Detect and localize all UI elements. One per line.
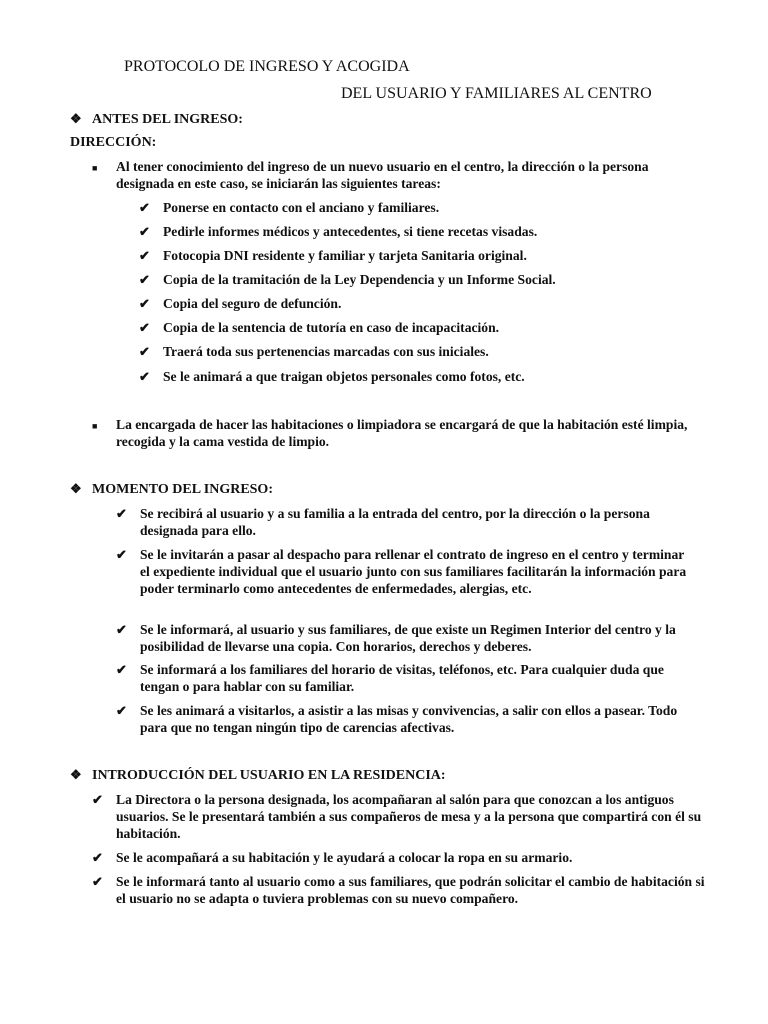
checkmark-icon: ✔ (139, 344, 150, 359)
checkmark-icon: ✔ (92, 850, 103, 865)
checkmark-icon: ✔ (116, 506, 127, 521)
list-item (116, 622, 696, 656)
checkmark-icon: ✔ (139, 224, 150, 239)
item-text: Pedirle informes médicos y antecedentes, si tiene recetas visadas. (163, 224, 538, 239)
item-text: Se le animará a que traigan objetos personales como fotos, etc. (163, 369, 525, 384)
checkmark-icon: ✔ (139, 296, 150, 311)
title-line-1: PROTOCOLO DE INGRESO Y ACOGIDA (124, 58, 410, 75)
list-item (116, 547, 696, 597)
checkmark-icon: ✔ (139, 248, 150, 263)
item-text: Copia de la tramitación de la Ley Dependencia y un Informe Social. (163, 272, 556, 287)
list-item (92, 159, 696, 193)
list-item (92, 850, 706, 867)
list-item (139, 224, 703, 241)
square-bullet-icon: ■ (92, 421, 98, 431)
title-line-2: DEL USUARIO Y FAMILIARES AL CENTRO (341, 85, 652, 102)
list-item (139, 320, 703, 337)
item-text: Copia del seguro de defunción. (163, 296, 342, 311)
checkmark-icon: ✔ (139, 200, 150, 215)
item-text: Traerá toda sus pertenencias marcadas con sus iniciales. (163, 344, 489, 359)
section-heading-antes (70, 111, 243, 128)
section-heading-text: INTRODUCCIÓN DEL USUARIO EN LA RESIDENCIA: (92, 768, 446, 783)
section-heading-text: ANTES DEL INGRESO: (92, 112, 243, 127)
checkmark-icon: ✔ (116, 547, 127, 562)
item-text: Se le informará tanto al usuario como a sus familiares, que podrán solicitar el cambio de habitación si el usuario no se adapta o tuviera problemas con su nuevo compañero. (116, 874, 705, 906)
item-text: Se les animará a visitarlos, a asistir a las misas y convivencias, a salir con ellos a pasear. Todo para que no tengan ningún tipo de carencias afectivas. (140, 703, 678, 735)
list-item (92, 417, 696, 451)
checkmark-icon: ✔ (116, 662, 127, 677)
item-text: Copia de la sentencia de tutoría en caso de incapacitación. (163, 320, 500, 335)
list-item (139, 369, 703, 386)
checkmark-icon: ✔ (139, 272, 150, 287)
list-item (139, 248, 703, 265)
list-item (139, 296, 703, 313)
list-item (92, 792, 706, 842)
item-text: Fotocopia DNI residente y familiar y tarjeta Sanitaria original. (163, 248, 527, 263)
item-text: La Directora o la persona designada, los acompañaran al salón para que conozcan a los antiguos usuarios. Se le presentará también a sus compañeros de mesa y a la persona que compartirá con él su habitación. (116, 792, 702, 841)
list-item (139, 344, 703, 361)
square-bullet-icon: ■ (92, 163, 98, 173)
checkmark-icon: ✔ (92, 874, 103, 889)
item-text: La encargada de hacer las habitaciones o limpiadora se encargará de que la habitación esté limpia, recogida y la cama vestida de limpio. (116, 417, 688, 449)
item-text: Ponerse en contacto con el anciano y familiares. (163, 200, 440, 215)
item-text: Se le invitarán a pasar al despacho para rellenar el contrato de ingreso en el centro y terminar el expediente individual que el usuario junto con sus familiares facilitarán la información para poder terminarlo como antecedentes de enfermedades, alergias, etc. (140, 547, 687, 596)
list-item (116, 703, 696, 737)
item-text: Se le informará, al usuario y sus familiares, de que existe un Regimen Interior del centro y la posibilidad de llevarse una copia. Con horarios, derechos y deberes. (140, 622, 676, 654)
list-item (92, 874, 706, 908)
item-text: Se informará a los familiares del horario de visitas, teléfonos, etc. Para cualquier duda que tengan o para hablar con su familiar. (140, 662, 664, 694)
checkmark-icon: ✔ (139, 320, 150, 335)
checkmark-icon: ✔ (116, 622, 127, 637)
checkmark-icon: ✔ (92, 792, 103, 807)
diamond-bullet-icon: ❖ (70, 767, 82, 782)
item-text: Al tener conocimiento del ingreso de un nuevo usuario en el centro, la dirección o la persona designada en este caso, se iniciarán las siguientes tareas: (116, 159, 649, 191)
list-item (116, 506, 696, 540)
list-item (139, 272, 703, 289)
subheading-direccion: DIRECCIÓN: (70, 135, 157, 150)
list-item (116, 662, 696, 696)
diamond-bullet-icon: ❖ (70, 111, 82, 126)
diamond-bullet-icon: ❖ (70, 481, 82, 496)
checkmark-icon: ✔ (139, 369, 150, 384)
item-text: Se le acompañará a su habitación y le ayudará a colocar la ropa en su armario. (116, 850, 573, 865)
section-heading-introduccion (70, 767, 446, 784)
section-heading-momento (70, 481, 273, 498)
list-item (139, 200, 703, 217)
checkmark-icon: ✔ (116, 703, 127, 718)
item-text: Se recibirá al usuario y a su familia a la entrada del centro, por la dirección o la persona designada para ello. (140, 506, 650, 538)
section-heading-text: MOMENTO DEL INGRESO: (92, 482, 273, 497)
